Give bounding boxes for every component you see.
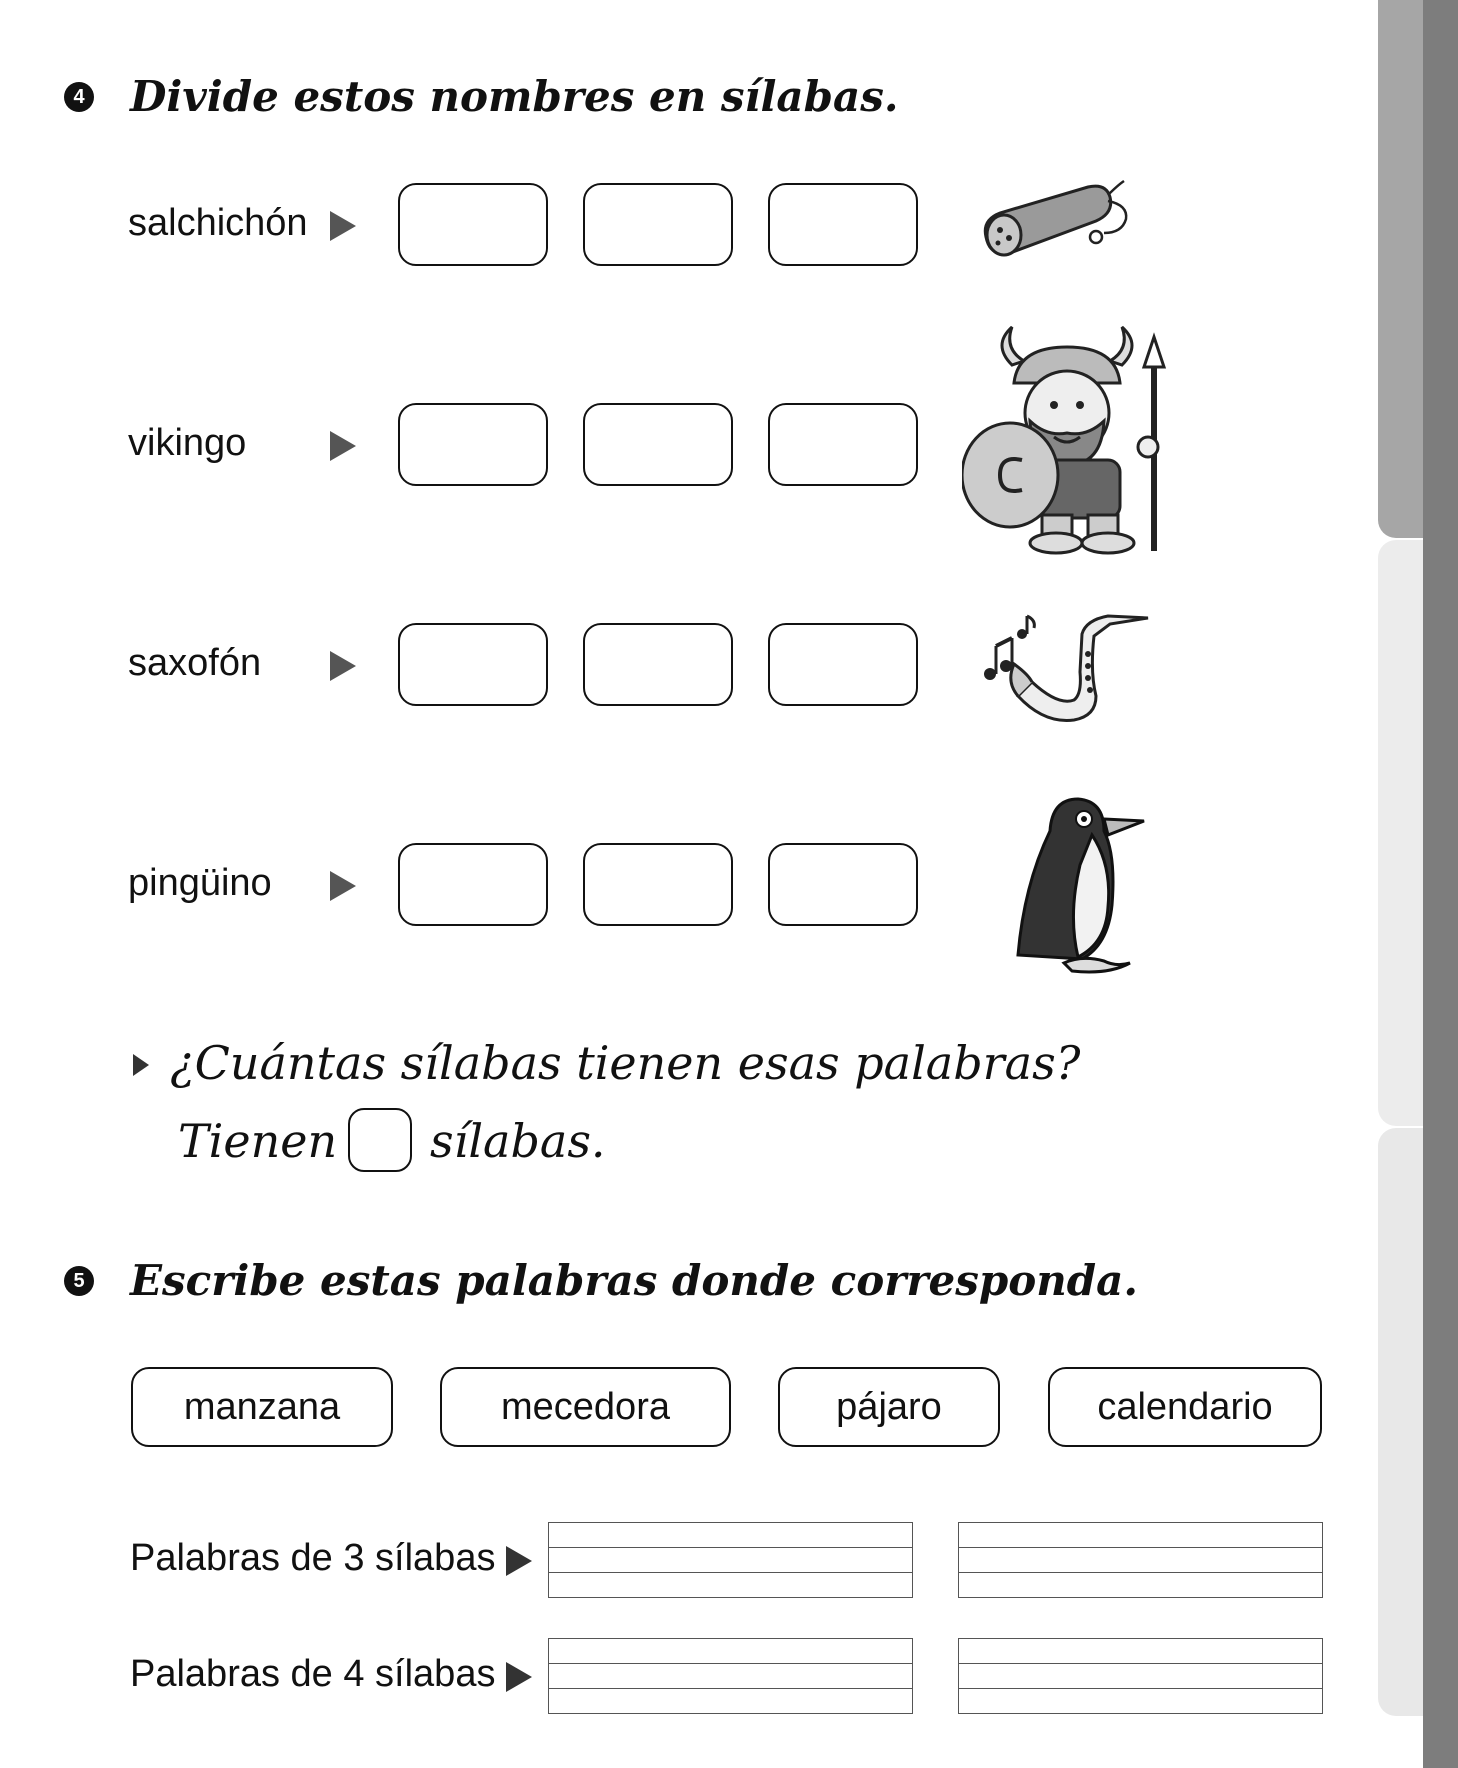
question-text: ¿Cuántas sílabas tienen esas palabras? [170, 1036, 1081, 1090]
bullet-arrow-icon [133, 1054, 149, 1076]
syllable-count-box[interactable] [348, 1108, 412, 1172]
syllable-box[interactable] [768, 623, 918, 706]
page-tab-bottom [1378, 1128, 1423, 1716]
exercise-4-number: 4 [64, 82, 94, 112]
sausage-icon [978, 175, 1138, 265]
writing-lines[interactable] [548, 1522, 913, 1598]
syllable-box[interactable] [583, 183, 733, 266]
syllable-box[interactable] [583, 403, 733, 486]
arrow-icon [506, 1662, 532, 1692]
word-chip-pajaro: pájaro [778, 1367, 1000, 1447]
writing-lines[interactable] [958, 1522, 1323, 1598]
writing-lines[interactable] [958, 1638, 1323, 1714]
row-label-4-syllables: Palabras de 4 sílabas [130, 1653, 496, 1695]
exercise-5-number: 5 [64, 1266, 94, 1296]
viking-icon [962, 325, 1182, 557]
row-label-3-syllables: Palabras de 3 sílabas [130, 1537, 496, 1579]
word-pinguino: pingüino [128, 862, 272, 904]
word-chip-calendario: calendario [1048, 1367, 1322, 1447]
syllable-box[interactable] [398, 403, 548, 486]
syllable-box[interactable] [768, 403, 918, 486]
arrow-icon [330, 431, 356, 461]
word-saxofon: saxofón [128, 642, 262, 684]
arrow-icon [506, 1546, 532, 1576]
page-tab-top [1378, 0, 1423, 538]
answer-suffix: sílabas. [430, 1114, 606, 1168]
arrow-icon [330, 871, 356, 901]
arrow-icon [330, 211, 356, 241]
syllable-box[interactable] [768, 183, 918, 266]
word-vikingo: vikingo [128, 422, 247, 464]
page-edge [1423, 0, 1458, 1768]
word-chip-mecedora: mecedora [440, 1367, 731, 1447]
syllable-box[interactable] [583, 843, 733, 926]
syllable-box[interactable] [583, 623, 733, 706]
penguin-icon [1012, 795, 1150, 975]
answer-prefix: Tienen [178, 1114, 338, 1168]
exercise-4-title: Divide estos nombres en sílabas. [130, 72, 899, 121]
syllable-box[interactable] [398, 183, 548, 266]
saxophone-icon [978, 612, 1154, 724]
word-salchichon: salchichón [128, 202, 308, 244]
page-tab-middle [1378, 540, 1423, 1126]
word-chip-manzana: manzana [131, 1367, 393, 1447]
exercise-5-title: Escribe estas palabras donde corresponda. [130, 1256, 1138, 1305]
syllable-box[interactable] [398, 623, 548, 706]
syllable-box[interactable] [398, 843, 548, 926]
writing-lines[interactable] [548, 1638, 913, 1714]
arrow-icon [330, 651, 356, 681]
syllable-box[interactable] [768, 843, 918, 926]
